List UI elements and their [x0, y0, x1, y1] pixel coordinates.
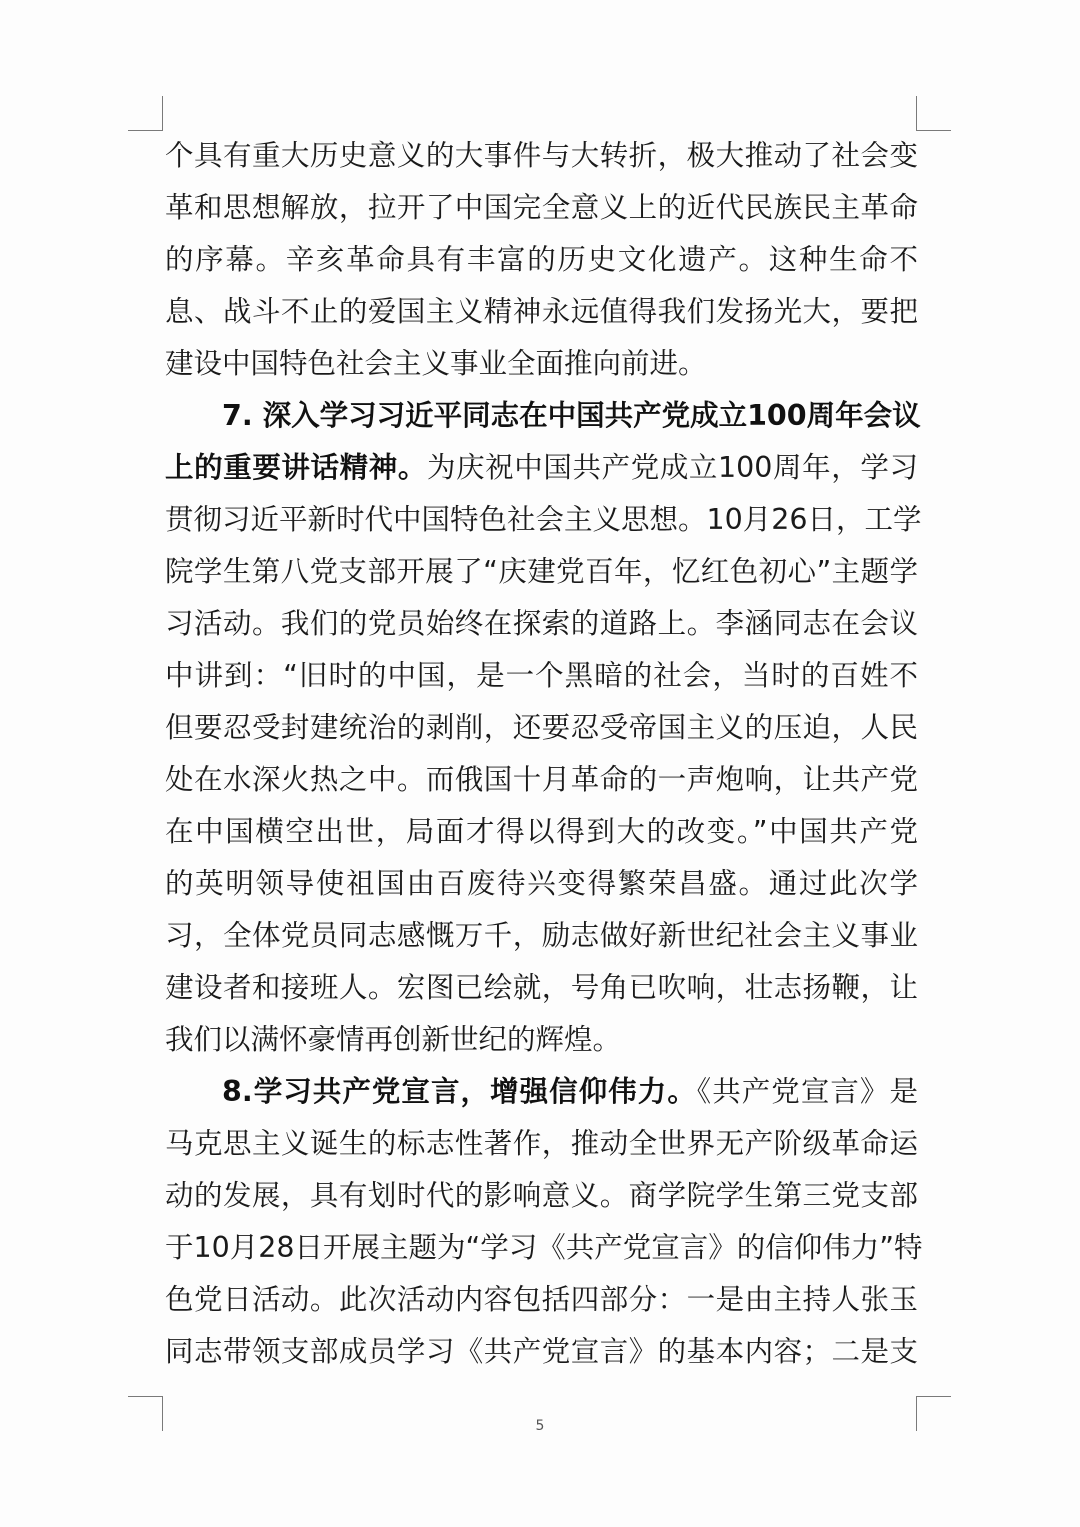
text-line: 建设中国特色社会主义事业全面推向前进。 — [165, 347, 707, 380]
page-number: 5 — [535, 1418, 545, 1434]
text-line: 习活动。我们的党员始终在探索的道路上。李涵同志在会议 — [165, 607, 918, 640]
section-heading: 7. 深入学习习近平同志在中国共产党成立100周年会议 — [222, 399, 921, 432]
text-line: 革和思想解放，拉开了中国完全意义上的近代民族民主革命 — [165, 191, 918, 224]
crop-mark-top-left — [128, 96, 163, 131]
text-line: 院学生第八党支部开展了“庆建党百年，忆红色初心”主题学 — [165, 555, 918, 588]
text-span: 为庆祝中国共产党成立100周年，学习 — [426, 451, 918, 484]
text-line — [165, 442, 918, 494]
section-heading: 8.学习共产党宣言，增强信仰伟力。 — [222, 1075, 697, 1108]
text-line: 的英明领导使祖国由百废待兴变得繁荣昌盛。通过此次学 — [165, 867, 918, 900]
text-line: 息、战斗不止的爱国主义精神永远值得我们发扬光大，要把 — [165, 295, 918, 328]
text-line: 同志带领支部成员学习《共产党宣言》的基本内容；二是支 — [165, 1335, 918, 1368]
text-line: 建设者和接班人。宏图已绘就，号角已吹响，壮志扬鞭，让 — [165, 971, 918, 1004]
text-line: 动的发展，具有划时代的影响意义。商学院学生第三党支部 — [165, 1179, 918, 1212]
text-line: 马克思主义诞生的标志性著作，推动全世界无产阶级革命运 — [165, 1127, 918, 1160]
text-line: 我们以满怀豪情再创新世纪的辉煌。 — [165, 1023, 622, 1056]
section-heading-line — [165, 390, 921, 442]
text-line: 在中国横空出世，局面才得以得到大的改变。”中国共产党 — [165, 815, 918, 848]
text-line: 处在水深火热之中。而俄国十月革命的一声炮响，让共产党 — [165, 763, 918, 796]
section-heading: 上的重要讲话精神。 — [165, 451, 427, 484]
text-line: 习，全体党员同志感慨万千，励志做好新世纪社会主义事业 — [165, 919, 918, 952]
document-body — [165, 130, 923, 1378]
text-line: 的序幕。辛亥革命具有丰富的历史文化遗产。这种生命不 — [165, 243, 918, 276]
text-line: 中讲到：“旧时的中国，是一个黑暗的社会，当时的百姓不 — [165, 659, 918, 692]
text-line: 贯彻习近平新时代中国特色社会主义思想。10月26日，工学 — [165, 503, 922, 536]
text-span: 《共产党宣言》是 — [696, 1075, 918, 1108]
text-line: 个具有重大历史意义的大事件与大转折，极大推动了社会变 — [165, 139, 918, 172]
crop-mark-top-right — [916, 96, 951, 131]
text-line: 于10月28日开展主题为“学习《共产党宣言》的信仰伟力”特 — [165, 1231, 923, 1264]
text-line: 但要忍受封建统治的剥削，还要忍受帝国主义的压迫，人民 — [165, 711, 918, 744]
section-heading-line — [165, 1066, 918, 1118]
text-line: 色党日活动。此次活动内容包括四部分：一是由主持人张玉 — [165, 1283, 918, 1316]
